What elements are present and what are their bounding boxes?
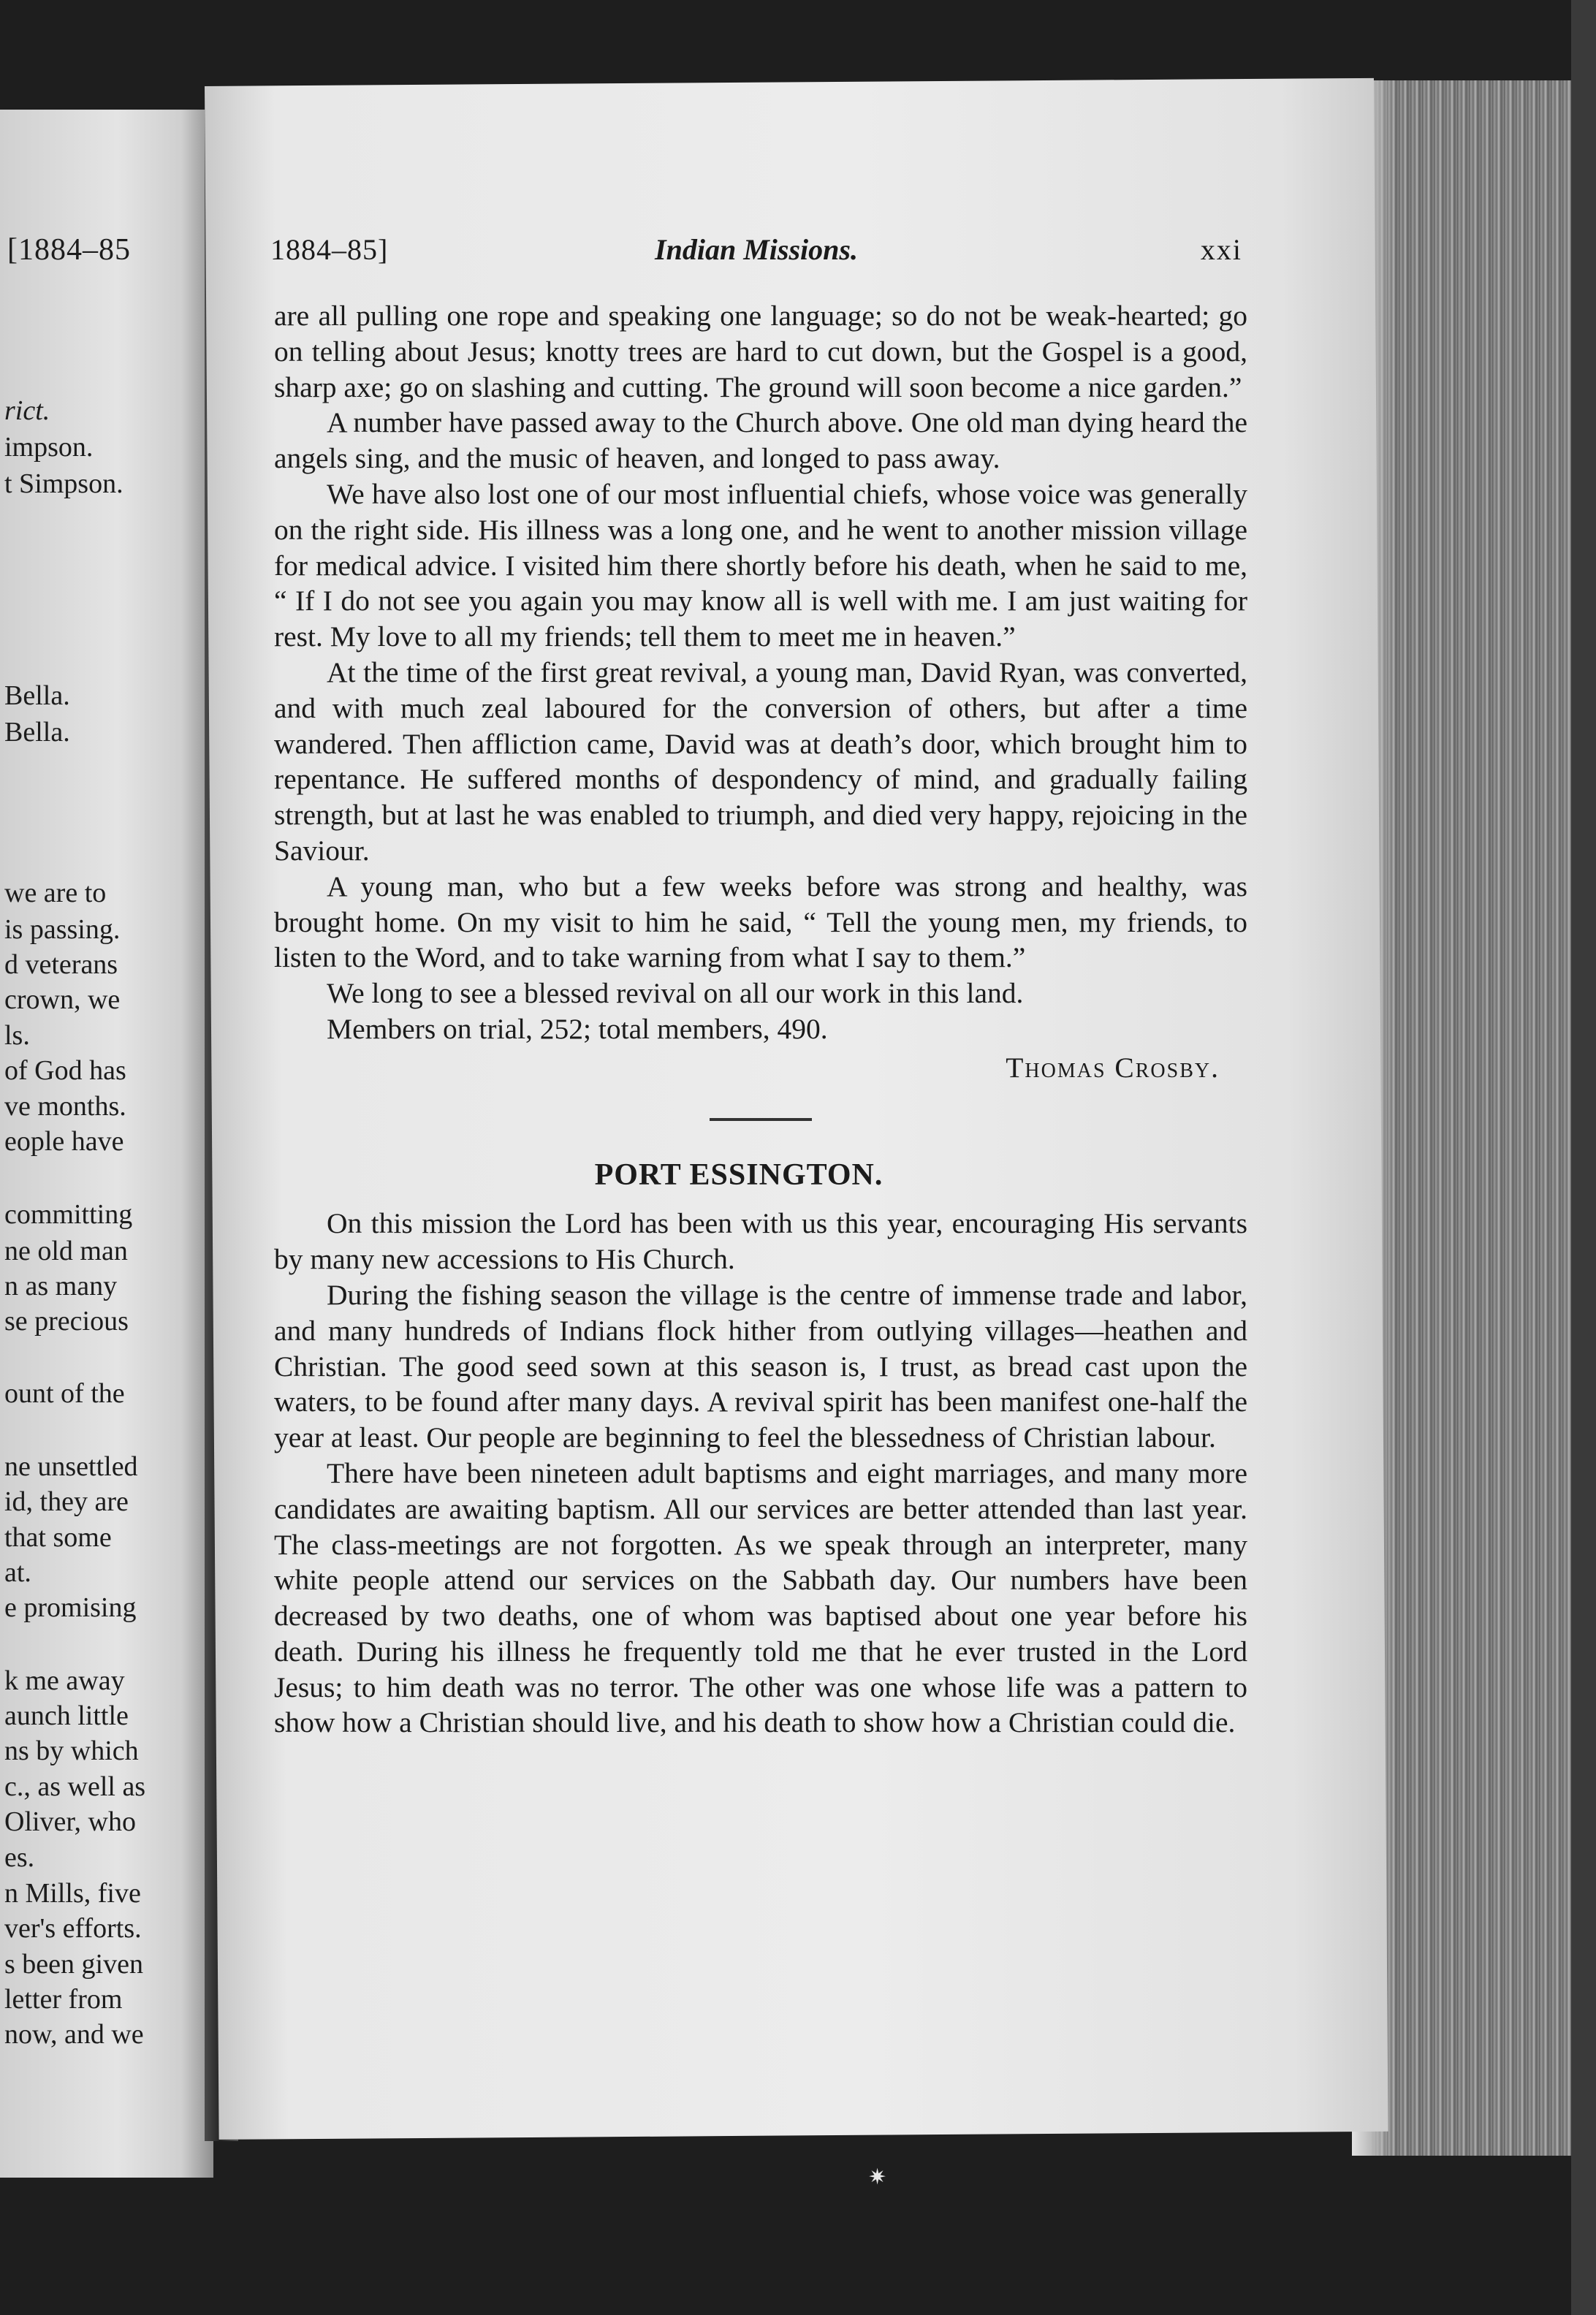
left-page-fragment: ns by which [4, 1736, 139, 1766]
page-number: xxi [1200, 233, 1242, 266]
left-page-fragment: crown, we [4, 984, 121, 1015]
section-title: PORT ESSINGTON. [594, 1158, 884, 1192]
left-page-fragment: rict. [4, 395, 50, 426]
left-page-fragment: that some [4, 1522, 112, 1553]
left-page-fragment: aunch little [4, 1700, 129, 1731]
left-page-fragment: t Simpson. [4, 468, 123, 499]
left-page-fragment: s been given [4, 1949, 143, 1980]
paragraph: On this mission the Lord has been with us this year, encouraging His servants by many new accessions to His Church. [274, 1207, 1247, 1276]
left-page-fragment: Bella. [4, 717, 70, 748]
left-page-fragment: we are to [4, 878, 107, 908]
left-page-fragment: es. [4, 1842, 35, 1873]
paragraph: are all pulling one rope and speaking one language; so do not be weak-hearted; go on telling about Jesus; knotty trees are hard to cut down, but the Gospel is a good, sharp axe; go on slashing and cutting. The ground will soon become a nice garden.” [274, 300, 1247, 403]
left-page-fragment: Bella. [4, 680, 70, 711]
paragraph: During the fishing season the village is the centre of immense trade and labor, and many hundreds of Indians flock hither from outlying villages—heathen and Christian. The good seed sown at this season is, I trust, as bread cast upon the waters, to be found after many days. A revival spirit has been manifest one-half the year at least. Our people are beginning to feel the blessedness of Christian labour. [274, 1278, 1247, 1454]
left-page-fragment: n as many [4, 1271, 118, 1301]
left-page-fragment: is passing. [4, 914, 121, 945]
left-page-fragment: at. [4, 1557, 31, 1588]
left-page-fragment: d veterans [4, 949, 118, 980]
left-page-fragment: c., as well as [4, 1771, 146, 1802]
paragraph: Members on trial, 252; total members, 490. [327, 1012, 828, 1045]
left-page-header: [1884–85 [7, 233, 131, 267]
left-page-fragment: se precious [4, 1306, 129, 1337]
paragraph: A number have passed away to the Church above. One old man dying heard the angels sing, and the music of heaven, and longed to pass away. [274, 406, 1247, 475]
paragraph: At the time of the first great revival, a young man, David Ryan, was converted, and with much zeal laboured for the conversion of others, but after a time wandered. Then affliction came, David was at death’s door, which brought him to repentance. He suffered months of despondency of mind, and gradually failing strength, but at last he was enabled to triumph, and died very happy, rejoicing in the Saviour. [274, 655, 1247, 867]
left-page-fragment: committing [4, 1199, 133, 1230]
left-page-fragment: impson. [4, 432, 94, 463]
left-page-fragment: ne old man [4, 1236, 128, 1266]
left-page-fragment: id, they are [4, 1486, 129, 1517]
left-page-fragment: of God has [4, 1055, 126, 1086]
paragraph: We have also lost one of our most influential chiefs, whose voice was generally on the right side. His illness was a long one, and he went to another mission village for medical advice. I visited him there shortly before his death, when he said to me, “ If I do not see you again you may know all is well with me. I am just waiting for rest. My love to all my friends; tell them to meet me in heaven.” [274, 477, 1247, 653]
left-page-fragment: ver's efforts. [4, 1913, 142, 1944]
left-page-fragment: Oliver, who [4, 1806, 136, 1837]
page-edges [1352, 80, 1596, 2156]
left-page-fragment: eople have [4, 1126, 124, 1157]
left-page-fragment: ve months. [4, 1091, 126, 1122]
header-title: Indian Missions. [655, 233, 858, 266]
paragraph: We long to see a blessed revival on all our work in this land. [327, 977, 1024, 1010]
left-page-fragment: k me away [4, 1665, 125, 1696]
page-body [274, 298, 1247, 1741]
header-date: 1884–85] [270, 233, 389, 266]
left-page-fragment: e promising [4, 1592, 137, 1623]
left-page-fragment: ne unsettled [4, 1451, 138, 1482]
left-page-fragment: n Mills, five [4, 1878, 141, 1909]
left-page-fragment: ls. [4, 1020, 30, 1051]
left-page [0, 110, 213, 2178]
running-header [270, 232, 1242, 269]
signature: Thomas Crosby. [1006, 1051, 1220, 1084]
scan-border [1571, 0, 1596, 2315]
section-divider [710, 1118, 812, 1121]
paragraph: A young man, who but a few weeks before was strong and healthy, was brought home. On my visit to him he said, “ Tell the young men, my friends, to listen to the Word, and to take warning from what I say to them.” [274, 870, 1247, 974]
scan-artifact-mark: ✷ [868, 2164, 887, 2190]
paragraph: There have been nineteen adult baptisms and eight marriages, and many more candidates are awaiting baptism. All our services are better attended than last year. The class-meetings are not forgotten. As we speak through an interpreter, many white people attend our services on the Sabbath day. Our numbers have been decreased by two deaths, one of whom was baptised about one year before his death. During his illness he frequently told me that he ever trusted in the Lord Jesus; to him death was no terror. The other was one whose life was a pattern to show how a Christian should live, and his death to show how a Christian could die. [274, 1456, 1247, 1739]
left-page-fragment: ount of the [4, 1378, 125, 1409]
left-page-fragment: now, and we [4, 2019, 144, 2050]
left-page-fragment: letter from [4, 1984, 123, 2015]
